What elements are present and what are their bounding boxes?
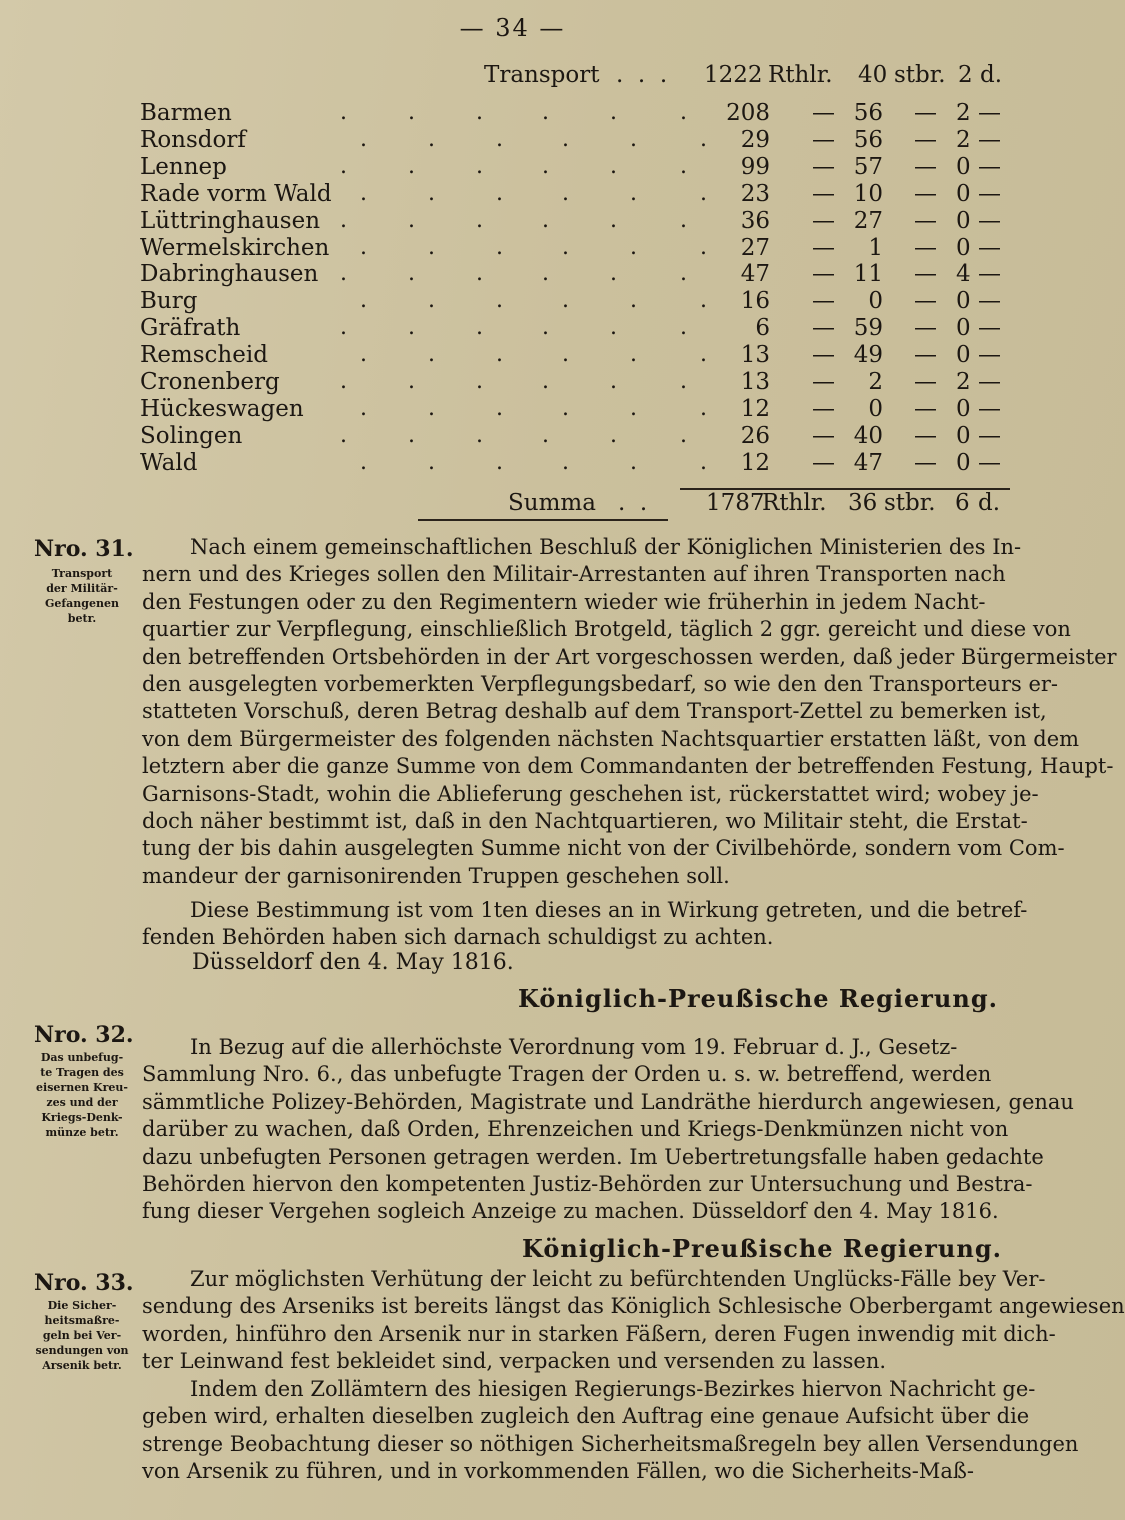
ledger-dash: — bbox=[914, 100, 937, 126]
ledger-place: Lüttringhausen bbox=[140, 207, 321, 234]
ledger-row: Rade vorm Wald . . . . . . 23 — 10 — 0 — bbox=[140, 180, 1001, 207]
summa-dots: . . bbox=[618, 490, 648, 516]
transport-unit-d: d. bbox=[980, 62, 1003, 88]
ledger-stbr: 47 bbox=[853, 449, 883, 476]
ledger-dash: — bbox=[914, 315, 937, 342]
section-33-margin-note: Die Sicher- heitsmaßre- geln bei Ver- sendungen von Arsenik betr. bbox=[35, 1299, 129, 1372]
ledger-stbr: 56 bbox=[853, 126, 883, 153]
ledger-rthlr: 13 bbox=[740, 342, 770, 369]
ledger-dash: — bbox=[914, 180, 937, 207]
ledger-dash: — bbox=[978, 288, 1001, 315]
summa-rule-left bbox=[418, 519, 668, 521]
ledger-rthlr: 47 bbox=[740, 261, 770, 288]
ledger-stbr: 11 bbox=[853, 261, 883, 288]
section-32-margin-note: Das unbefug- te Tragen des eisernen Kreu- zes und der Kriegs-Denk- münze betr. bbox=[36, 1051, 128, 1139]
ledger-dash: — bbox=[978, 369, 1001, 395]
ledger-rthlr: 26 bbox=[740, 422, 770, 449]
ledger-dash: — bbox=[914, 153, 937, 180]
ledger-dash: — bbox=[812, 234, 835, 261]
ledger-dash: — bbox=[812, 207, 835, 234]
section-31-margin-note: Transport der Militär- Gefangenen betr. bbox=[45, 567, 119, 625]
ledger-dash: — bbox=[914, 207, 937, 234]
ledger-dash: — bbox=[914, 234, 937, 261]
ledger-place: Lennep bbox=[140, 153, 227, 180]
ledger-dash: — bbox=[812, 449, 835, 476]
transport-dots: . . . bbox=[616, 62, 668, 88]
transport-unit-rthlr: Rthlr. bbox=[768, 62, 833, 88]
section-33-body-2: Indem den Zollämtern des hiesigen Regierungs-Bezirkes hiervon Nachricht ge- geben wird, erhalten dieselben zugleich den Auftrag eine genaue Aufsicht über die strenge Beobachtung dieser so nöthigen Sicherheitsmaßregeln bey allen Versendungen von Arsenik zu führen, und in vorkommenden Fällen, wo die Sicherheits-Maß- bbox=[142, 1377, 1079, 1484]
ledger-place: Burg bbox=[140, 288, 198, 315]
ledger-row: Ronsdorf . . . . . . 29 — 56 — 2 — bbox=[140, 126, 1001, 153]
ledger-dash: — bbox=[812, 395, 835, 422]
ledger-dash: — bbox=[914, 395, 937, 422]
ledger-row: Wald . . . . . . 12 — 47 — 0 — bbox=[140, 449, 1001, 476]
ledger-place: Wermelskirchen bbox=[140, 234, 330, 261]
ledger-dash: — bbox=[978, 422, 1001, 449]
ledger-dash: — bbox=[914, 369, 937, 395]
ledger-rthlr: 6 bbox=[755, 315, 770, 342]
ledger-stbr: 27 bbox=[853, 207, 883, 234]
ledger-row: Barmen . . . . . . 208 — 56 — 2 — bbox=[140, 100, 1001, 126]
summa-rthlr: 1787 bbox=[706, 490, 765, 516]
ledger-d: 0 bbox=[956, 288, 971, 315]
ledger-dash: — bbox=[812, 342, 835, 369]
ledger-stbr: 49 bbox=[853, 342, 883, 369]
ledger-rthlr: 36 bbox=[740, 207, 770, 234]
ledger-row: Lüttringhausen . . . . . . 36 — 27 — 0 — bbox=[140, 207, 1001, 234]
ledger-dash: — bbox=[812, 422, 835, 449]
transport-stbr: 40 bbox=[858, 62, 888, 88]
ledger-stbr: 1 bbox=[868, 234, 883, 261]
section-33-number: Nro. 33. bbox=[34, 1270, 134, 1296]
ledger-dash: — bbox=[914, 126, 937, 153]
ledger-dash: — bbox=[978, 180, 1001, 207]
ledger-rthlr: 16 bbox=[740, 288, 770, 315]
summa-stbr: 36 bbox=[848, 490, 878, 516]
ledger-dash: — bbox=[978, 395, 1001, 422]
ledger-dash: — bbox=[978, 315, 1001, 342]
ledger-row: Dabringhausen . . . . . . 47 — 11 — 4 — bbox=[140, 261, 1001, 288]
summa-unit-rthlr: Rthlr. bbox=[762, 490, 827, 516]
ledger-d: 2 bbox=[956, 126, 971, 153]
ledger-place: Barmen bbox=[140, 100, 232, 126]
section-33-body: Zur möglichsten Verhütung der leicht zu befürchtenden Unglücks-Fälle bey Ver- sendung des Arseniks ist bereits längst das Königlich Schlesische Oberbergamt angewiesen worden, hinführo den Arsenik nur in starken Fäßern, deren Fugen inwendig mit dich- ter Leinwand fest bekleidet sind, verpacken und versenden zu lassen. bbox=[142, 1267, 1125, 1374]
ledger-stbr: 0 bbox=[868, 288, 883, 315]
transport-rthlr: 1222 bbox=[704, 62, 763, 88]
ledger-d: 0 bbox=[956, 153, 971, 180]
transport-d: 2 bbox=[958, 62, 973, 88]
ledger-dash: — bbox=[812, 288, 835, 315]
ledger-rthlr: 23 bbox=[740, 180, 770, 207]
ledger-d: 2 bbox=[956, 100, 971, 126]
ledger-d: 4 bbox=[956, 261, 971, 288]
ledger-stbr: 0 bbox=[868, 395, 883, 422]
ledger-stbr: 10 bbox=[853, 180, 883, 207]
summa-label: Summa bbox=[508, 490, 596, 516]
ledger-stbr: 2 bbox=[868, 369, 883, 395]
ledger-place: Remscheid bbox=[140, 342, 268, 369]
section-32-number: Nro. 32. bbox=[34, 1022, 134, 1048]
ledger-stbr: 56 bbox=[853, 100, 883, 126]
ledger-place: Wald bbox=[140, 449, 198, 476]
ledger-dash: — bbox=[978, 342, 1001, 369]
transport-label: Transport bbox=[484, 62, 600, 88]
summa-d: 6 bbox=[955, 490, 970, 516]
ledger-dash: — bbox=[914, 261, 937, 288]
ledger-rthlr: 12 bbox=[740, 449, 770, 476]
ledger-rthlr: 27 bbox=[740, 234, 770, 261]
section-31-date: Düsseldorf den 4. May 1816. bbox=[192, 950, 514, 975]
section-31-number: Nro. 31. bbox=[34, 536, 134, 562]
ledger-dash: — bbox=[978, 207, 1001, 234]
ledger-dash: — bbox=[812, 261, 835, 288]
page-number: — 34 — bbox=[459, 14, 566, 42]
ledger-dash: — bbox=[978, 100, 1001, 126]
ledger-dash: — bbox=[978, 449, 1001, 476]
ledger-place: Cronenberg bbox=[140, 369, 280, 395]
ledger-dash: — bbox=[812, 315, 835, 342]
ledger-row: Lennep . . . . . . 99 — 57 — 0 — bbox=[140, 153, 1001, 180]
ledger-dash: — bbox=[978, 126, 1001, 153]
ledger-d: 0 bbox=[956, 234, 971, 261]
ledger-d: 0 bbox=[956, 342, 971, 369]
ledger-row: Wermelskirchen . . . . . . 27 — 1 — 0 — bbox=[140, 234, 1001, 261]
ledger-place: Rade vorm Wald bbox=[140, 180, 332, 207]
ledger-d: 2 bbox=[956, 369, 971, 395]
ledger-stbr: 40 bbox=[853, 422, 883, 449]
ledger-dash: — bbox=[978, 234, 1001, 261]
ledger-dash: — bbox=[812, 180, 835, 207]
ledger-d: 0 bbox=[956, 449, 971, 476]
ledger-place: Gräfrath bbox=[140, 315, 241, 342]
ledger-rthlr: 13 bbox=[740, 369, 770, 395]
ledger-dash: — bbox=[812, 153, 835, 180]
ledger-dash: — bbox=[914, 422, 937, 449]
transport-unit-stbr: stbr. bbox=[894, 62, 946, 88]
ledger-place: Hückeswagen bbox=[140, 395, 304, 422]
ledger-rthlr: 99 bbox=[740, 153, 770, 180]
summa-unit-stbr: stbr. bbox=[884, 490, 936, 516]
ledger-dash: — bbox=[812, 369, 835, 395]
summa-unit-d: d. bbox=[978, 490, 1001, 516]
ledger-place: Dabringhausen bbox=[140, 261, 319, 288]
ledger-row: Gräfrath . . . . . . 6 — 59 — 0 — bbox=[140, 315, 1001, 342]
ledger-place: Ronsdorf bbox=[140, 126, 246, 153]
ledger-d: 0 bbox=[956, 422, 971, 449]
ledger-d: 0 bbox=[956, 315, 971, 342]
ledger-row: Remscheid . . . . . . 13 — 49 — 0 — bbox=[140, 342, 1001, 369]
section-31-signature: Königlich-Preußische Regierung. bbox=[518, 984, 998, 1013]
section-32-body: In Bezug auf die allerhöchste Verordnung vom 19. Februar d. J., Gesetz- Sammlung Nro. 6., das unbefugte Tragen der Orden u. s. w. betreffend, werden sämmtliche Polizey-Behörden, Magistrate und Landräthe hierdurch angewiesen, genau darüber zu wachen, daß Orden, Ehrenzeichen und Kriegs-Denkmünzen nicht von dazu unbefugten Personen getragen werden. Im Uebertretungsfalle haben gedachte Behörden hiervon den kompetenten Justiz-Behörden zur Untersuchung und Bestra- fung dieser Vergehen sogleich Anzeige zu machen. Düsseldorf den 4. May 1816. bbox=[142, 1035, 1074, 1224]
ledger-rthlr: 208 bbox=[726, 100, 770, 126]
ledger-row: Cronenberg . . . . . . 13 — 2 — 2 — bbox=[140, 369, 1001, 395]
ledger-dash: — bbox=[978, 153, 1001, 180]
ledger-row: Burg . . . . . . 16 — 0 — 0 — bbox=[140, 288, 1001, 315]
section-32-signature: Königlich-Preußische Regierung. bbox=[522, 1234, 1002, 1263]
ledger-place: Solingen bbox=[140, 422, 243, 449]
ledger-dash: — bbox=[812, 126, 835, 153]
ledger-stbr: 59 bbox=[853, 315, 883, 342]
ledger-d: 0 bbox=[956, 180, 971, 207]
section-31-body: Nach einem gemeinschaftlichen Beschluß der Königlichen Ministerien des In- nern und des Krieges sollen den Militair-Arrestanten auf ihren Transporten nach den Festungen oder zu den Regimentern wieder wie früherhin in jedem Nacht- quartier zur Verpflegung, einschließlich Brotgeld, täglich 2 ggr. gereicht und diese von den betreffenden Ortsbehörden in der Art vorgeschossen werden, daß jeder Bürgermeister den ausgelegten vorbemerkten Verpflegungsbedarf, so wie den den Transporteurs er- statteten Vorschuß, deren Betrag deshalb auf dem Transport-Zettel zu bemerken ist, von dem Bürgermeister des folgenden nächsten Nachtsquartier erstatten läßt, von dem letztern aber die ganze Summe von dem Commandanten der betreffenden Festung, Haupt- Garnisons-Stadt, wohin die Ablieferung geschehen ist, rückerstattet wird; wobey je- doch näher bestimmt ist, daß in den Nachtquartieren, wo Militair steht, die Erstat- tung der bis dahin ausgelegten Summe nicht von der Civilbehörde, sondern vom Com- mandeur der garnisonirenden Truppen geschehen soll. bbox=[142, 535, 1117, 888]
ledger-dash: — bbox=[914, 342, 937, 369]
ledger-dash: — bbox=[914, 449, 937, 476]
section-31-body-2: Diese Bestimmung ist vom 1ten dieses an in Wirkung getreten, und die betref- fenden Behörden haben sich darnach schuldigst zu achten. bbox=[142, 898, 1028, 950]
ledger-row: Hückeswagen . . . . . . 12 — 0 — 0 — bbox=[140, 395, 1001, 422]
ledger-rthlr: 29 bbox=[740, 126, 770, 153]
ledger-d: 0 bbox=[956, 207, 971, 234]
ledger-dash: — bbox=[914, 288, 937, 315]
ledger-rthlr: 12 bbox=[740, 395, 770, 422]
ledger-dash: — bbox=[812, 100, 835, 126]
ledger-stbr: 57 bbox=[853, 153, 883, 180]
ledger-row: Solingen . . . . . . 26 — 40 — 0 — bbox=[140, 422, 1001, 449]
ledger-dash: — bbox=[978, 261, 1001, 288]
ledger-d: 0 bbox=[956, 395, 971, 422]
